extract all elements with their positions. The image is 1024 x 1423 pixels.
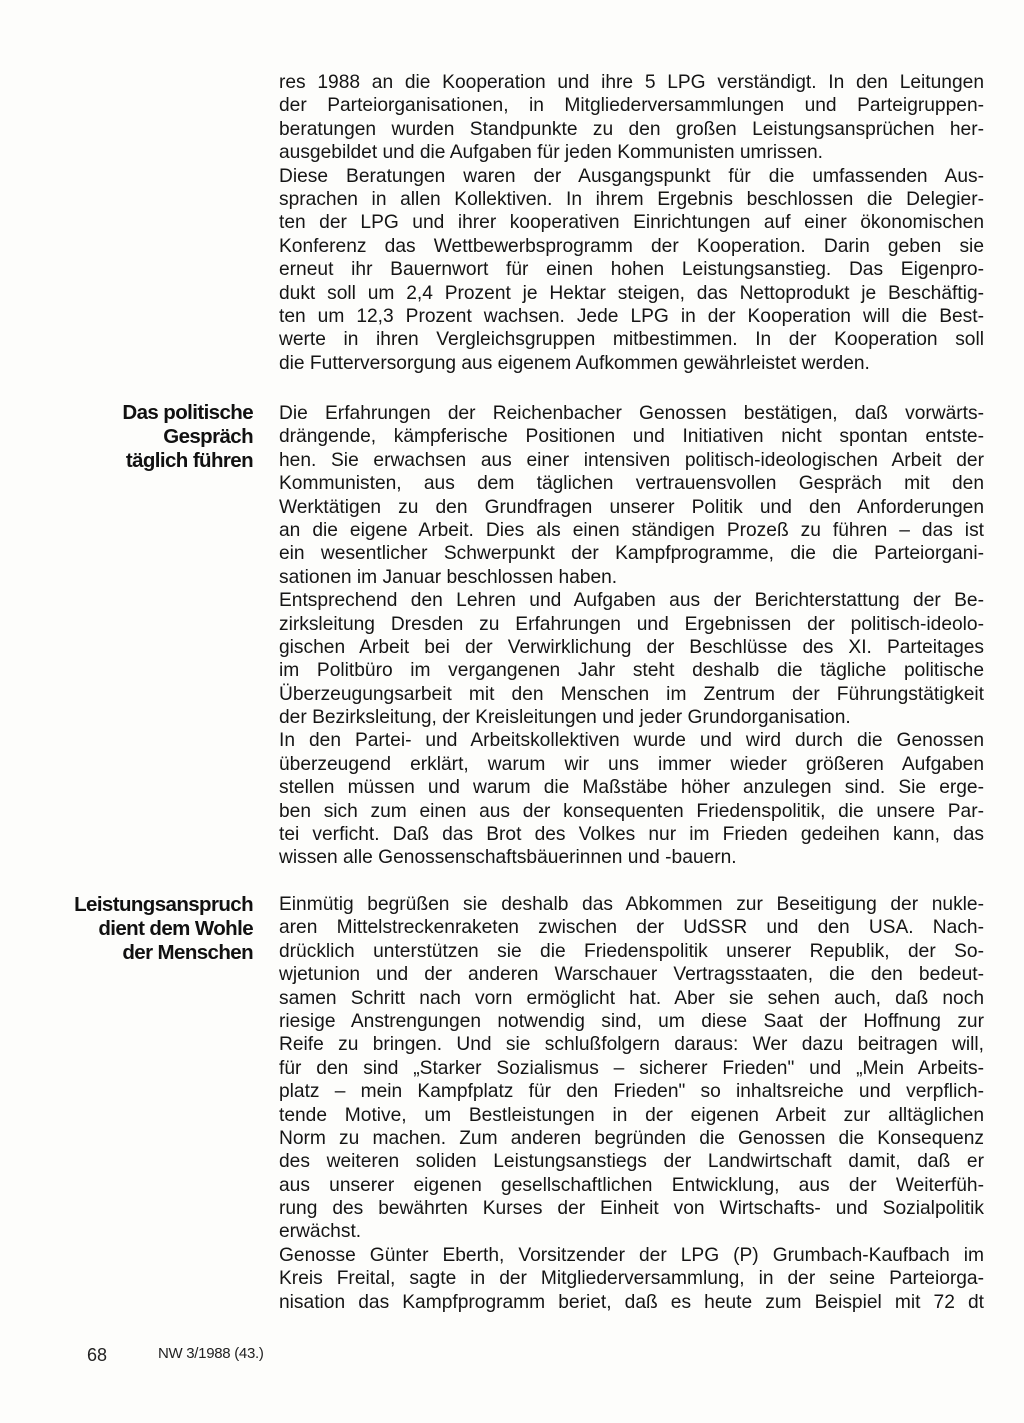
- body-text-section-3: [279, 893, 984, 1314]
- body-text-section-1: [279, 71, 984, 375]
- text-line: überzeugend erklärt, warum wir uns immer wieder größeren Aufgaben: [279, 753, 984, 775]
- heading-line: täglich führen: [125, 449, 253, 472]
- text-line: tende Motive, um Bestleistungen in der eigenen Arbeit zur alltäglichen: [279, 1104, 984, 1126]
- text-line: an die eigene Arbeit. Dies als einen ständigen Prozeß zu führen – das ist: [279, 519, 984, 541]
- heading-line: dient dem Wohle: [98, 917, 253, 940]
- text-line: tei verficht. Daß das Brot des Volkes nur im Frieden gedeihen kann, das: [279, 824, 984, 846]
- text-line: riesige Anstrengungen notwendig sind, um diese Saat der Hoffnung zur: [279, 1010, 984, 1032]
- text-line: erwächst.: [279, 1221, 362, 1243]
- text-line: Werktätigen zu den Grundfragen unserer Politik und den Anforderungen: [279, 496, 984, 518]
- heading-line: Leistungsanspruch: [74, 893, 253, 916]
- text-line: Entsprechend den Lehren und Aufgaben aus der Berichterstattung der Be-: [279, 590, 984, 612]
- text-line: Reife zu bringen. Und sie schlußfolgern daraus: Wer dazu beitragen will,: [279, 1034, 984, 1056]
- page-number: 68: [87, 1345, 108, 1365]
- text-line: ten um 12,3 Prozent wachsen. Jede LPG in der Kooperation will die Best-: [279, 305, 984, 327]
- text-line: erneut ihr Bauernwort für einen hohen Leistungsanstieg. Das Eigenpro-: [279, 259, 984, 281]
- text-line: hen. Sie erwachsen aus einer intensiven politisch-ideologischen Arbeit der: [279, 449, 984, 471]
- text-line: Diese Beratungen waren der Ausgangspunkt für die umfassenden Aus-: [279, 165, 984, 187]
- heading-line: Gespräch: [163, 425, 253, 448]
- text-line: für den sind „Starker Sozialismus – sicherer Frieden" und „Mein Arbeits-: [279, 1057, 984, 1079]
- text-line: aus unserer eigenen gesellschaftlichen Entwicklung, aus der Weiterfüh-: [279, 1174, 984, 1196]
- text-line: Genosse Günter Eberth, Vorsitzender der LPG (P) Grumbach-Kaufbach im: [279, 1244, 984, 1266]
- text-line: sprachen in allen Kollektiven. In ihrem Ergebnis beschlossen die Delegier-: [279, 188, 984, 210]
- text-line: werte in ihren Vergleichsgruppen mitbestimmen. In der Kooperation soll: [279, 329, 984, 351]
- text-line: die Futterversorgung aus eigenem Aufkommen gewährleistet werden.: [279, 352, 870, 374]
- text-line: drücklich unterstützen sie die Friedenspolitik unserer Republik, der So-: [279, 940, 984, 962]
- text-line: nisation das Kampfprogramm beriet, daß es heute zum Beispiel mit 72 dt: [279, 1291, 984, 1313]
- text-line: ein wesentlicher Schwerpunkt der Kampfprogramme, die die Parteiorgani-: [279, 543, 984, 565]
- text-line: res 1988 an die Kooperation und ihre 5 LPG verständigt. In den Leitungen: [279, 72, 984, 93]
- text-line: zirksleitung Dresden zu Erfahrungen und Ergebnissen der politisch-ideolo-: [279, 613, 984, 635]
- text-line: ten der LPG und ihrer kooperativen Einrichtungen auf einer ökonomischen: [279, 212, 984, 234]
- text-line: Überzeugungsarbeit mit den Menschen im Zentrum der Führungstätigkeit: [279, 683, 984, 705]
- text-line: wjetunion und der anderen Warschauer Vertragsstaaten, die den bedeut-: [279, 964, 984, 986]
- text-line: Konferenz das Wettbewerbsprogramm der Kooperation. Darin geben sie: [279, 235, 984, 257]
- text-line: Norm zu machen. Zum anderen begründen die Genossen die Konsequenz: [279, 1127, 984, 1149]
- heading-line: der Menschen: [122, 941, 253, 964]
- text-line: dukt soll um 2,4 Prozent je Hektar steigen, das Nettoprodukt je Beschäftig-: [279, 282, 984, 304]
- marginal-heading-political-conversation: [60, 401, 253, 473]
- text-line: ausgebildet und die Aufgaben für jeden Kommunisten umrissen.: [279, 142, 823, 164]
- text-line: wissen alle Genossenschaftsbäuerinnen und -bauern.: [279, 847, 737, 869]
- text-line: aren Mittelstreckenraketen zwischen der UdSSR und den USA. Nach-: [279, 917, 984, 939]
- text-line: gischen Arbeit bei der Verwirklichung der Beschlüsse des XI. Parteitages: [279, 636, 984, 658]
- text-line: ben sich zum einen aus der konsequenten Friedenspolitik, die unsere Par-: [279, 800, 984, 822]
- text-line: drängende, kämpferische Positionen und Initiativen nicht spontan entste-: [279, 426, 984, 448]
- body-text-section-2: [279, 402, 984, 870]
- text-line: des weiteren soliden Leistungsanstiegs der Landwirtschaft damit, daß er: [279, 1151, 984, 1173]
- text-line: der Parteiorganisationen, in Mitgliederversammlungen und Parteigruppen-: [279, 95, 984, 117]
- text-line: sationen im Januar beschlossen haben.: [279, 566, 618, 588]
- text-line: platz – mein Kampfplatz für den Frieden" so inhaltsreiche und verpflich-: [279, 1081, 984, 1103]
- heading-line: Das politische: [122, 401, 253, 424]
- text-line: Kreis Freital, sagte in der Mitgliederversammlung, in der seine Parteiorga-: [279, 1268, 984, 1290]
- text-line: stellen müssen und warum die Maßstäbe höher anzulegen sind. Sie erge-: [279, 777, 984, 799]
- text-line: beratungen wurden Standpunkte zu den großen Leistungsansprüchen her-: [279, 118, 984, 140]
- text-line: samen Schritt nach vorn ermöglicht hat. Aber sie sehen auch, daß noch: [279, 987, 984, 1009]
- text-line: der Bezirksleitung, der Kreisleitungen und jeder Grundorganisation.: [279, 707, 851, 729]
- text-line: rung des bewährten Kurses der Einheit von Wirtschafts- und Sozialpolitik: [279, 1198, 984, 1220]
- text-line: im Politbüro im vergangenen Jahr steht deshalb die tägliche politische: [279, 660, 984, 682]
- journal-reference: NW 3/1988 (43.): [158, 1345, 264, 1362]
- text-line: In den Partei- und Arbeitskollektiven wurde und wird durch die Genossen: [279, 730, 984, 752]
- text-line: Die Erfahrungen der Reichenbacher Genossen bestätigen, daß vorwärts-: [279, 403, 984, 424]
- text-line: Einmütig begrüßen sie deshalb das Abkommen zur Beseitigung der nukle-: [279, 894, 984, 915]
- text-line: Kommunisten, aus dem täglichen vertrauensvollen Gespräch mit den: [279, 473, 984, 495]
- marginal-heading-performance-claim: [60, 893, 253, 965]
